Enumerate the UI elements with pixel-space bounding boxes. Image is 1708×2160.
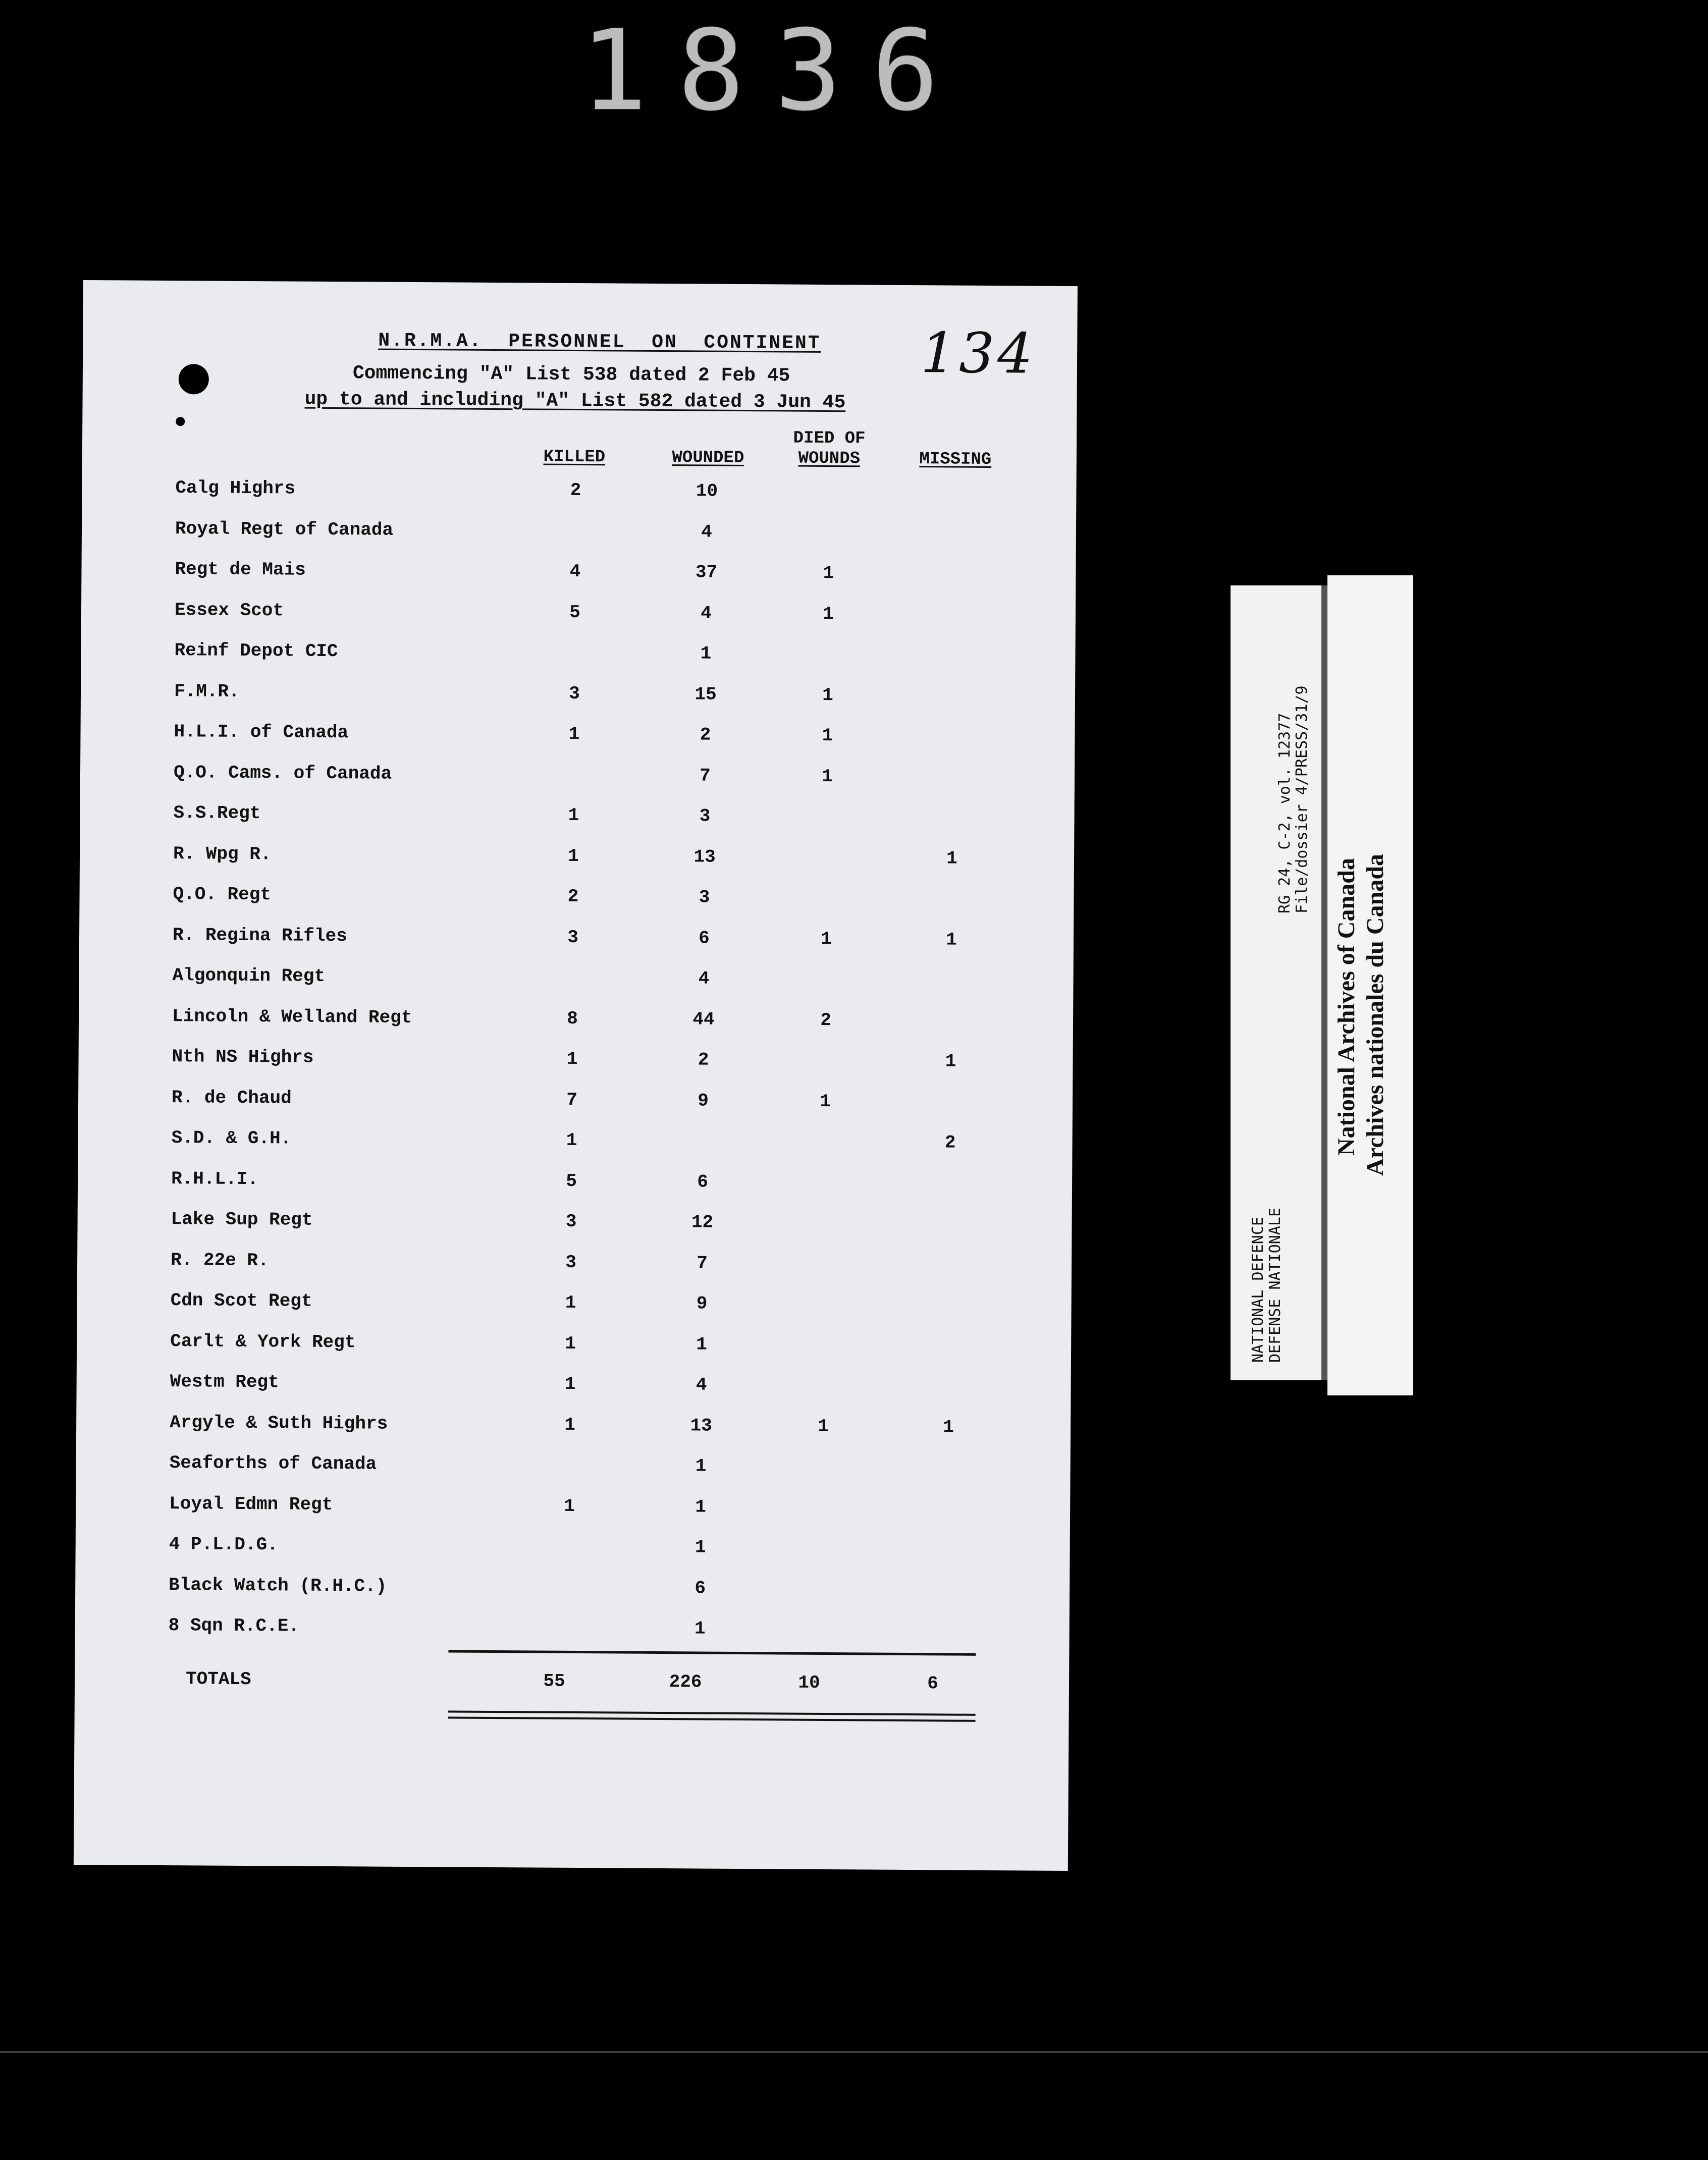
- missing-value: 1: [946, 847, 957, 869]
- totals-row: [75, 1668, 1069, 1694]
- table-row: [81, 599, 1076, 635]
- killed-value: [545, 642, 605, 643]
- died-of-wounds-value: 2: [820, 1009, 831, 1031]
- wounded-value: 1: [695, 1455, 707, 1477]
- table-row: [76, 1371, 1071, 1407]
- table-row: [80, 842, 1074, 879]
- unit-name: Carlt & York Regt: [170, 1330, 356, 1353]
- killed-value: 1: [565, 1333, 576, 1354]
- killed-value: 1: [564, 1373, 576, 1394]
- killed-value: 1: [564, 1495, 575, 1517]
- total-wounded: 226: [669, 1671, 702, 1693]
- frame-number: 1836: [580, 6, 969, 135]
- unit-name: Essex Scot: [174, 599, 284, 621]
- killed-value: [539, 1536, 600, 1537]
- died-of-wounds-value: 1: [822, 766, 833, 787]
- wounded-value: 7: [697, 1252, 708, 1274]
- wounded-value: 9: [696, 1293, 708, 1314]
- archives-name-fr: Archives nationales du Canada: [1362, 854, 1389, 1176]
- killed-value: 1: [566, 1129, 577, 1151]
- wounded-value: 4: [696, 1374, 707, 1395]
- table-row: [81, 680, 1075, 716]
- wounded-value: 44: [692, 1008, 715, 1030]
- killed-value: 4: [569, 561, 581, 582]
- wounded-value: 2: [700, 724, 711, 745]
- table-row: [77, 1249, 1072, 1285]
- killed-value: 1: [568, 804, 579, 826]
- died-of-wounds-value: 1: [823, 603, 834, 624]
- wounded-value: 4: [698, 968, 710, 989]
- wounded-value: 2: [698, 1049, 709, 1070]
- died-of-wounds-value: [794, 1253, 855, 1254]
- unit-name: S.D. & G.H.: [171, 1127, 292, 1149]
- died-of-wounds-value: [793, 1375, 854, 1376]
- table-row: [80, 802, 1074, 838]
- killed-value: 5: [566, 1170, 577, 1192]
- died-of-wounds-value: [795, 1131, 856, 1132]
- unit-name: Q.O. Cams. of Canada: [173, 762, 392, 784]
- casualty-table: [82, 477, 1077, 1639]
- missing-value: [922, 888, 982, 889]
- unit-name: Calg Highrs: [175, 477, 296, 499]
- unit-name: R. 22e R.: [171, 1249, 269, 1271]
- column-header-missing: MISSING: [919, 450, 992, 469]
- unit-name: F.M.R.: [174, 680, 240, 702]
- wounded-value: 6: [695, 1577, 706, 1599]
- table-row: [76, 1492, 1070, 1529]
- handwritten-page-number: 134: [920, 320, 1036, 386]
- wounded-value: 13: [690, 1415, 712, 1436]
- table-row: [81, 639, 1075, 676]
- unit-name: Loyal Edmn Regt: [169, 1493, 333, 1515]
- wounded-value: 6: [699, 927, 710, 949]
- died-of-wounds-value: 1: [821, 928, 832, 949]
- killed-value: 3: [569, 683, 580, 704]
- missing-value: 1: [943, 1416, 954, 1438]
- unit-name: Westm Regt: [170, 1371, 279, 1393]
- missing-value: [920, 1213, 980, 1214]
- missing-value: 1: [946, 929, 957, 950]
- missing-value: [923, 644, 984, 645]
- killed-value: [539, 1617, 599, 1618]
- archive-reference-line1: RG 24, C-2, vol. 12377: [1276, 713, 1294, 913]
- total-missing: 6: [927, 1673, 938, 1694]
- document-title: N.R.M.A. PERSONNEL ON CONTINENT: [378, 330, 821, 354]
- killed-value: 1: [564, 1414, 576, 1435]
- died-of-wounds-value: 1: [818, 1416, 829, 1437]
- missing-value: [917, 1579, 978, 1580]
- department-name-fr: DEFENSE NATIONALE: [1266, 1207, 1284, 1363]
- column-header-died-of-wounds: [779, 428, 880, 469]
- unit-name: Q.O. Regt: [173, 884, 272, 905]
- missing-value: [919, 1335, 979, 1336]
- missing-value: [918, 1538, 978, 1539]
- died-of-wounds-value: [793, 1456, 853, 1457]
- unit-name: Argyle & Suth Highrs: [170, 1412, 388, 1434]
- table-row: [78, 1167, 1072, 1204]
- total-died-of-wounds: 10: [798, 1672, 820, 1693]
- killed-value: [543, 967, 603, 968]
- document-page: [74, 280, 1078, 1871]
- archive-reference-line2: File/dossier 4/PRESS/31/9: [1293, 685, 1311, 913]
- wounded-value: 1: [700, 643, 712, 664]
- missing-value: [921, 969, 982, 970]
- wounded-value: 7: [700, 765, 711, 786]
- table-row: [78, 1046, 1073, 1082]
- unit-name: R.H.L.I.: [171, 1168, 259, 1190]
- killed-value: [544, 764, 604, 765]
- document-subtitle-range: up to and including "A" List 582 dated 3 Jun 45: [304, 388, 846, 414]
- wounded-value: 12: [691, 1212, 714, 1233]
- table-row: [76, 1452, 1070, 1488]
- unit-name: 4 P.L.D.G.: [169, 1534, 278, 1555]
- wounded-value: 1: [696, 1333, 708, 1355]
- unit-name: H.L.I. of Canada: [174, 721, 349, 743]
- died-of-wounds-value: [799, 481, 860, 482]
- wounded-value: 10: [696, 480, 718, 502]
- table-row: [78, 1086, 1073, 1122]
- killed-value: 3: [567, 927, 578, 948]
- punch-hole: [176, 417, 185, 426]
- unit-name: R. de Chaud: [171, 1087, 292, 1109]
- column-header-killed: KILLED: [543, 447, 606, 467]
- killed-value: 2: [570, 479, 581, 501]
- department-name-en: NATIONAL DEFENCE: [1249, 1217, 1267, 1363]
- wounded-value: 1: [695, 1537, 706, 1558]
- unit-name: 8 Sqn R.C.E.: [168, 1615, 300, 1637]
- totals-label: TOTALS: [185, 1668, 251, 1690]
- wounded-value: 6: [697, 1171, 709, 1193]
- died-of-wounds-value: 1: [823, 562, 834, 584]
- wounded-value: 9: [698, 1090, 709, 1111]
- unit-name: Seaforths of Canada: [169, 1452, 377, 1475]
- unit-name: Regt de Mais: [175, 559, 306, 580]
- table-row: [75, 1574, 1070, 1610]
- punch-hole: [179, 364, 209, 394]
- table-row: [80, 721, 1075, 757]
- column-header-wounded: WOUNDED: [672, 448, 744, 468]
- died-of-wounds-value: 1: [820, 1091, 831, 1112]
- wounded-value: 13: [693, 846, 716, 868]
- wounded-value: 1: [694, 1618, 706, 1639]
- missing-value: [921, 1010, 981, 1011]
- missing-value: [924, 563, 984, 564]
- table-row: [79, 964, 1073, 1001]
- killed-value: 3: [565, 1252, 577, 1273]
- document-subtitle-commencing: Commencing "A" List 538 dated 2 Feb 45: [352, 362, 790, 387]
- died-of-wounds-value: [793, 1334, 854, 1335]
- wounded-value: 37: [695, 562, 718, 583]
- table-row: [82, 517, 1076, 554]
- died-of-wounds-value: [795, 1050, 856, 1051]
- died-of-wounds-value: 1: [822, 684, 833, 706]
- table-row: [80, 761, 1075, 797]
- missing-value: [923, 685, 983, 686]
- wounded-value: [673, 1130, 733, 1131]
- missing-value: [923, 604, 984, 605]
- wounded-value: 4: [701, 521, 712, 543]
- unit-name: S.S.Regt: [173, 802, 261, 824]
- killed-value: 5: [569, 602, 580, 623]
- table-row: [79, 1005, 1073, 1041]
- killed-value: 3: [565, 1211, 577, 1232]
- column-header-dow-line2: WOUNDS: [798, 449, 861, 469]
- totals-double-rule: [448, 1710, 976, 1721]
- missing-value: 2: [944, 1132, 956, 1153]
- killed-value: 1: [568, 723, 580, 745]
- killed-value: 2: [567, 886, 579, 907]
- missing-value: [919, 1294, 980, 1295]
- died-of-wounds-value: 1: [822, 725, 833, 746]
- killed-value: [545, 520, 606, 521]
- unit-name: Reinf Depot CIC: [174, 640, 338, 662]
- table-row: [81, 558, 1076, 595]
- died-of-wounds-value: [792, 1578, 852, 1579]
- missing-value: [917, 1619, 978, 1620]
- wounded-value: 1: [695, 1496, 707, 1518]
- unit-name: Cdn Scot Regt: [170, 1290, 312, 1312]
- film-edge-line: [0, 2051, 1708, 2053]
- column-header-dow-line1: DIED OF: [793, 428, 866, 449]
- table-row: [79, 883, 1074, 920]
- killed-value: 8: [567, 1008, 578, 1029]
- wounded-value: 3: [699, 805, 711, 827]
- wounded-value: 15: [695, 683, 717, 705]
- table-row: [82, 477, 1076, 513]
- table-row: [75, 1614, 1069, 1651]
- unit-name: Nth NS Highrs: [172, 1046, 314, 1068]
- killed-value: 7: [566, 1089, 578, 1110]
- table-row: [78, 1127, 1072, 1163]
- table-row: [79, 924, 1074, 960]
- total-killed: 55: [543, 1670, 565, 1692]
- table-row: [77, 1330, 1071, 1366]
- killed-value: 1: [565, 1292, 576, 1314]
- table-row: [75, 1533, 1070, 1570]
- totals-rule: [448, 1650, 976, 1655]
- missing-value: 1: [945, 1051, 956, 1072]
- killed-value: 1: [568, 845, 579, 867]
- table-row: [77, 1208, 1072, 1245]
- unit-name: Royal Regt of Canada: [175, 518, 394, 541]
- table-row: [77, 1289, 1071, 1326]
- unit-name: R. Wpg R.: [173, 843, 272, 865]
- unit-name: Algonquin Regt: [172, 965, 326, 987]
- wounded-value: 4: [701, 602, 712, 624]
- wounded-value: 3: [699, 887, 710, 908]
- table-row: [76, 1411, 1071, 1447]
- archive-strip-divider: [1321, 585, 1327, 1380]
- missing-value: [919, 1254, 980, 1255]
- unit-name: Lincoln & Welland Regt: [172, 1005, 412, 1028]
- unit-name: Lake Sup Regt: [171, 1209, 313, 1230]
- killed-value: 1: [566, 1048, 578, 1070]
- died-of-wounds-value: [797, 806, 858, 807]
- unit-name: Black Watch (R.H.C.): [169, 1574, 387, 1597]
- unit-name: R. Regina Rifles: [172, 924, 347, 946]
- archives-name-en: National Archives of Canada: [1333, 858, 1360, 1156]
